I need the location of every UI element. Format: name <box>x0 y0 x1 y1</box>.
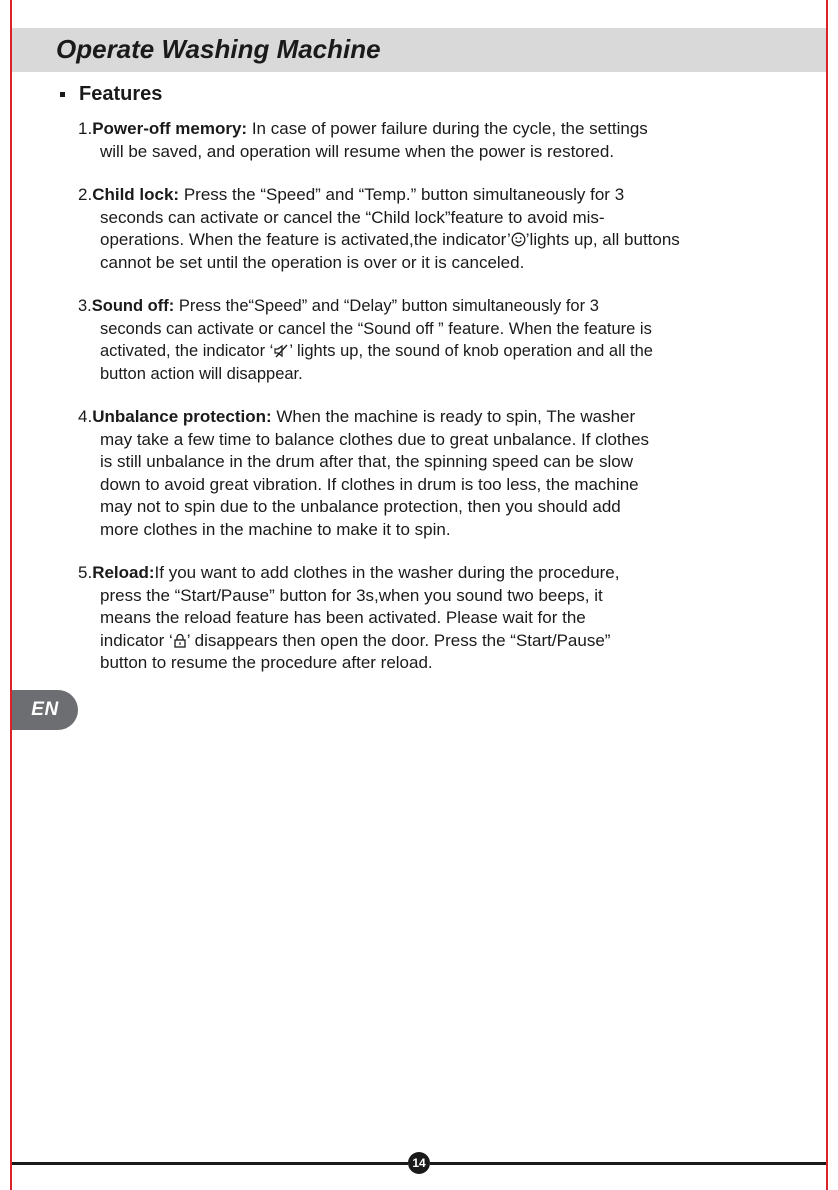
feature-label: Unbalance protection: <box>92 407 272 426</box>
feature-number: 3. <box>78 297 92 315</box>
feature-line <box>78 118 748 141</box>
section-title: Features <box>79 83 163 105</box>
feature-number: 5. <box>78 563 93 582</box>
feature-text: operations. When the feature is activated,the indicator’ <box>100 230 511 249</box>
feature-label: Reload: <box>92 563 155 582</box>
feature-number: 1. <box>78 119 93 138</box>
page-number-badge: 14 <box>408 1152 430 1174</box>
feature-item-unbalance-protection <box>78 406 748 541</box>
padlock-icon <box>173 633 187 648</box>
feature-text: ’ disappears then open the door. Press the “Start/Pause” <box>186 630 611 650</box>
feature-text: Press the “Speed” and “Temp.” button simultaneously for 3 <box>179 185 625 204</box>
child-lock-icon <box>511 232 526 247</box>
feature-line: means the reload feature has been activated. Please wait for the <box>100 608 586 627</box>
feature-line <box>78 630 748 653</box>
feature-line: is still unbalance in the drum after that, the spinning speed can be slow <box>100 452 633 471</box>
feature-item-child-lock <box>78 184 748 274</box>
feature-label: Power-off memory: <box>92 119 248 138</box>
feature-line: seconds can activate or cancel the “Child lock”feature to avoid mis- <box>100 207 605 227</box>
feature-line: may take a few time to balance clothes due to great unbalance. If clothes <box>100 429 650 449</box>
language-label: EN <box>31 699 59 720</box>
feature-line: more clothes in the machine to make it to spin. <box>100 519 451 539</box>
feature-text: When the machine is ready to spin, The washer <box>271 407 636 426</box>
feature-text: ’lights up, all buttons <box>525 230 680 249</box>
footer-rule-left <box>12 1162 408 1165</box>
feature-line: press the “Start/Pause” button for 3s,when you sound two beeps, it <box>100 585 603 605</box>
sound-off-icon <box>273 344 289 358</box>
footer-rule-right <box>430 1162 826 1165</box>
page-frame-right <box>826 0 828 1190</box>
feature-line: may not to spin due to the unbalance protection, then you should add <box>100 497 621 516</box>
feature-label: Child lock: <box>92 185 180 204</box>
feature-item-sound-off <box>78 295 748 385</box>
page-frame-left <box>10 0 12 1190</box>
feature-line: cannot be set until the operation is over or it is canceled. <box>100 252 525 272</box>
feature-line <box>78 340 748 363</box>
header-bar <box>12 28 826 72</box>
feature-line: button action will disappear. <box>100 364 303 383</box>
feature-text: activated, the indicator ‘ <box>100 342 274 360</box>
feature-text: ’ lights up, the sound of knob operation and all the <box>289 342 653 360</box>
feature-number: 4. <box>78 407 93 426</box>
feature-line: button to resume the procedure after reload. <box>100 653 433 672</box>
page-title: Operate Washing Machine <box>56 34 381 64</box>
feature-line: will be saved, and operation will resume when the power is restored. <box>100 141 615 161</box>
square-bullet-icon <box>60 92 65 97</box>
feature-text: Press the“Speed” and “Delay” button simultaneously for 3 <box>174 297 599 315</box>
feature-item-power-off-memory <box>78 118 748 163</box>
language-tab <box>12 690 78 730</box>
feature-line <box>78 295 748 318</box>
feature-text: If you want to add clothes in the washer during the procedure, <box>154 563 620 582</box>
feature-line <box>78 229 748 252</box>
features-list <box>78 118 748 696</box>
section-heading <box>60 82 162 106</box>
feature-label: Sound off: <box>91 297 175 315</box>
feature-line <box>78 184 748 207</box>
feature-text: In case of power failure during the cycle, the settings <box>247 119 648 138</box>
feature-line <box>78 562 748 585</box>
feature-line: down to avoid great vibration. If clothes in drum is too less, the machine <box>100 474 639 494</box>
feature-line: seconds can activate or cancel the “Sound off ” feature. When the feature is <box>100 319 652 338</box>
feature-item-reload <box>78 562 748 675</box>
feature-number: 2. <box>78 185 93 204</box>
feature-text: indicator ‘ <box>100 630 173 650</box>
feature-line <box>78 406 748 429</box>
